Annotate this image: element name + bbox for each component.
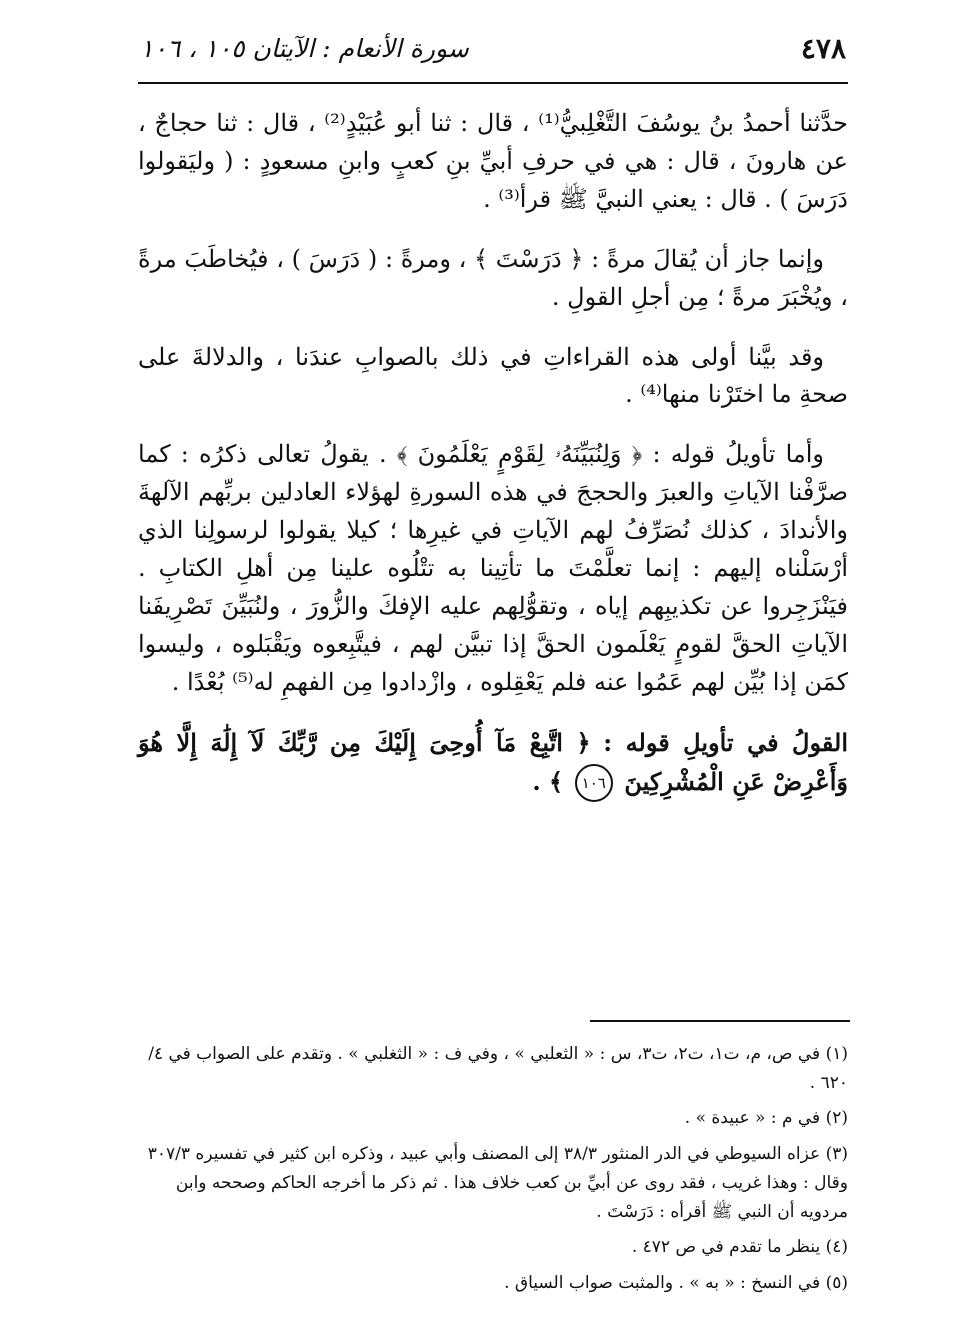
paragraph-3: وقد بيَّنا أولى هذه القراءاتِ في ذلك بالصوابِ عندَنا ، والدلالةَ على صحةِ ما اختَرْنا منها⁽⁴⁾ . xyxy=(138,342,848,409)
footnote-1: (١) في ص، م، ت١، ت٢، ت٣، س : « الثعلبي » ، وفي ف : « الثغلبي » . وتقدم على الصواب في ٤/ ٦٢٠ . xyxy=(148,1044,848,1094)
paragraph-4: وأما تأويلُ قوله : ﴿ وَلِنُبَيِّنَهُۥ لِقَوْمٍ يَعْلَمُونَ ﴾ . يقولُ تعالى ذكرُه : كما صرَّفْنا الآياتِ والعبرَ والحججَ في هذه السورةِ لهؤلاء العادلين بربِّهم الآلهةَ والأندادَ ، كذلك نُصَرِّفُ لهم الآياتِ في غيرِها ؛ كيلا يقولوا لرسولِنا الذي أرْسَلْناه إليهم : إنما تعلَّمْتَ ما تأتِينا به تتْلُوه علينا مِن أهلِ الكتابِ . فيَنْزَجِروا عن تكذيبِهم إياه ، وتقوُّلِهم عليه الإفكَ والزُّورَ ، ولنُبَيِّنَ تَصْرِيفَنا الآياتِ الحقَّ لقومٍ يَعْلَمون الحقَّ إذا تبيَّن لهم ، فيتَّبِعوه ويَقْبَلوه ، وليسوا كمَن إذا بُيِّن لهم عَمُوا عنه فلم يَعْقِلوه ، وازْدادوا مِن الفهمِ له⁽⁵⁾ بُعْدًا . xyxy=(138,440,848,696)
main-text xyxy=(138,105,848,824)
quran-verse: ﴿ اتَّبِعْ مَآ أُوحِىَ إِلَيْكَ مِن رَّبِّكَ لَآ إِلَٰهَ إِلَّا هُوَ وَأَعْرِضْ عَنِ الْمُشْرِكِينَ xyxy=(138,727,848,796)
footnotes xyxy=(138,1040,848,1304)
footnote-4: (٤) ينظر ما تقدم في ص ٤٧٢ . xyxy=(631,1237,848,1258)
footnote-5: (٥) في النسخ : « به » . والمثبت صواب السياق . xyxy=(504,1272,848,1293)
page-header xyxy=(140,28,846,68)
paragraph-1: حدَّثنا أحمدُ بنُ يوسُفَ التَّغْلِبيُّ⁽¹⁾ ، قال : ثنا أبو عُبَيْدٍ⁽²⁾ ، قال : ثنا حجاجٌ ، عن هارونَ ، قال : هي في حرفِ أبيِّ بنِ كعبٍ وابنِ مسعودٍ : ( وليَقولوا دَرَسَ ) . قال : يعني النبيَّ ﷺ قرأ⁽³⁾ . xyxy=(138,109,848,213)
running-title: سورة الأنعام : الآيتان ١٠٥ ، ١٠٦ xyxy=(140,33,469,63)
section-heading: القولُ في تأويلِ قوله : xyxy=(603,727,849,757)
paragraph-2: وإنما جاز أن يُقالَ مرةً : ﴿ دَرَسْتَ ﴾ ، ومرةً : ( دَرَسَ ) ، فيُخاطَبَ مرةً ، ويُخْبَرَ مرةً ؛ مِن أجلِ القولِ . xyxy=(138,244,848,311)
ayah-number-mark: ١٠٦ xyxy=(575,764,613,802)
header-rule xyxy=(138,82,848,84)
footnote-3: (٣) عزاه السيوطي في الدر المنثور ٣٨/٣ إلى المصنف وأبي عبيد ، وذكره ابن كثير في تفسيره ٣٠٧/٣ وقال : وهذا غريب ، فقد روى عن أبيِّ بن كعب خلاف هذا . ثم ذكر ما أخرجه الحاكم وصححه وابن مردويه أن النبي ﷺ أقرأه : دَرَسْتَ . xyxy=(147,1143,848,1223)
footnote-rule xyxy=(590,1020,850,1022)
page-number: ٤٧٨ xyxy=(800,31,846,65)
paragraph-5 xyxy=(138,724,848,802)
quran-verse-close: ﴾ . xyxy=(532,766,564,796)
footnote-2: (٢) في م : « عبيدة » . xyxy=(684,1108,848,1129)
